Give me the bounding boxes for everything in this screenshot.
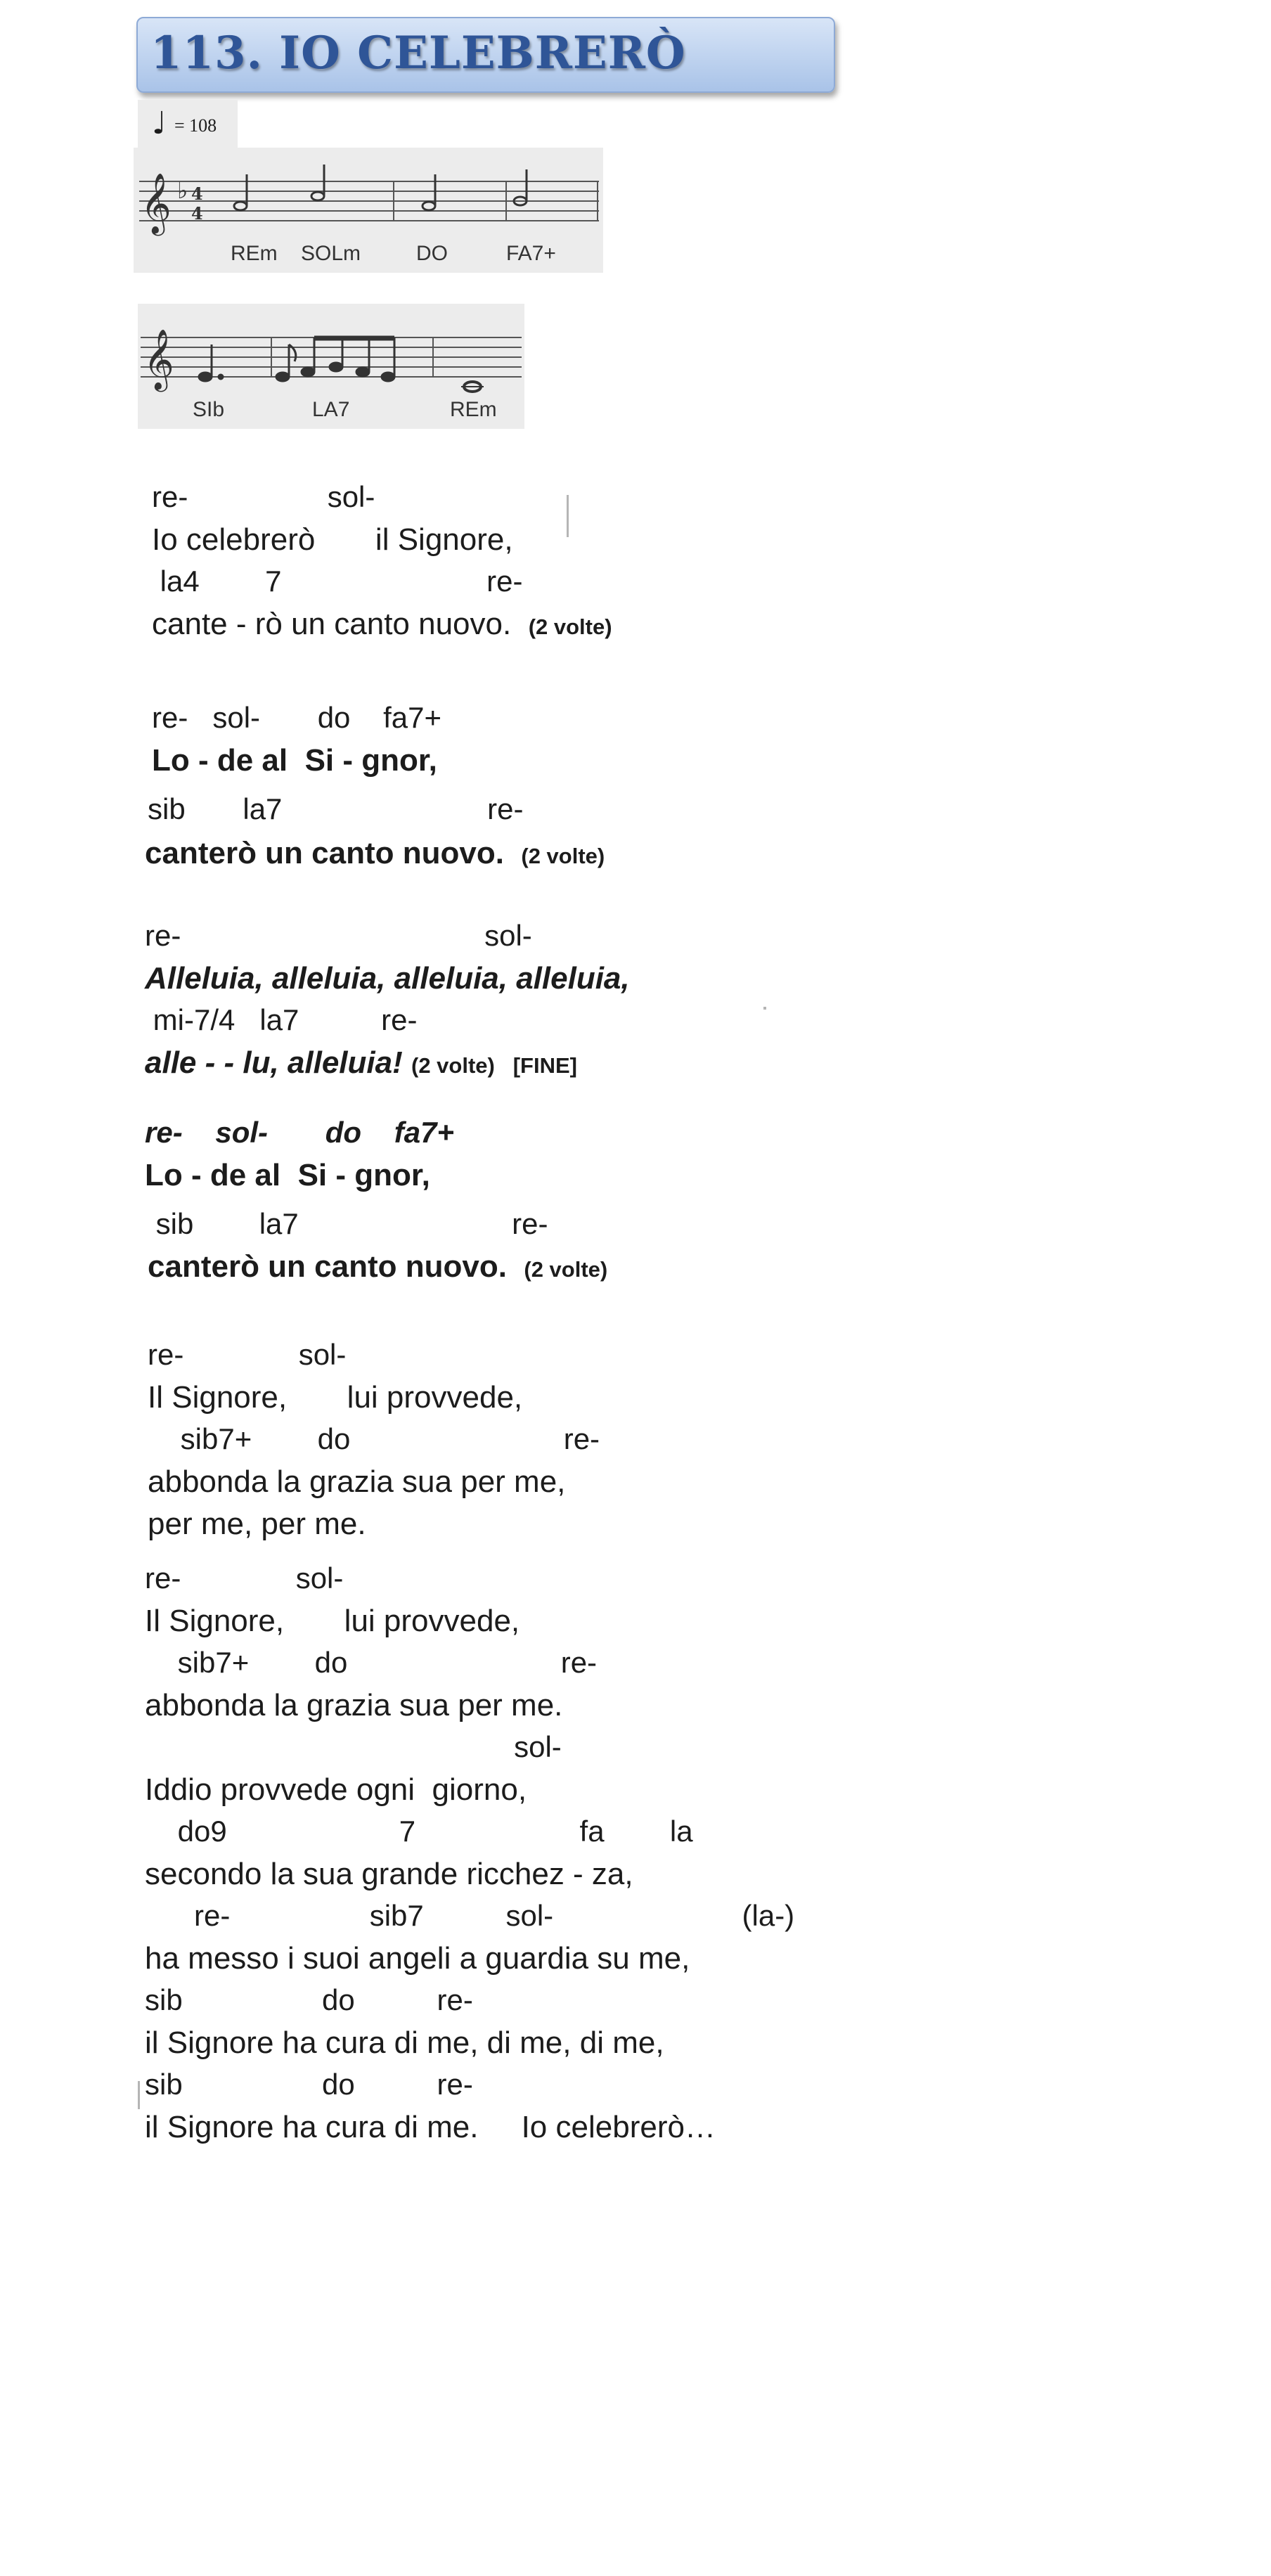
- lyric-line: abbonda la grazia sua per me.: [145, 1688, 563, 1722]
- svg-text:4: 4: [191, 183, 203, 204]
- lyric-line: secondo la sua grande ricchez - za,: [145, 1857, 633, 1891]
- lyric-line: canterò un canto nuovo. (2 volte): [145, 836, 605, 870]
- staff-chord-label: REm: [231, 242, 278, 265]
- staff-chord-label: DO: [416, 242, 448, 265]
- svg-text:𝄞: 𝄞: [141, 173, 172, 233]
- chord-line: re- sol- do fa7+: [145, 1116, 454, 1149]
- chord-line: re- sol- do fa7+: [152, 701, 442, 734]
- staff-chord-label: SOLm: [301, 242, 361, 265]
- lyric-line: cante - rò un canto nuovo. (2 volte): [152, 607, 612, 641]
- scan-dot: [763, 1007, 766, 1010]
- lyric-line: Alleluia, alleluia, alleluia, alleluia,: [145, 961, 630, 996]
- chord-line: mi-7/4 la7 re-: [145, 1003, 418, 1036]
- song-title: 113. IO CELEBRERÒ: [150, 27, 686, 79]
- chord-line: la4 7 re-: [152, 565, 523, 598]
- repeat-note: (2 volte): [521, 844, 605, 868]
- chord-line: sib la7 re-: [148, 1207, 548, 1240]
- staff-chord-label: FA7+: [506, 242, 556, 265]
- repeat-note: (2 volte): [528, 614, 612, 639]
- lyric-line: Il Signore, lui provvede,: [148, 1380, 523, 1415]
- lyric-line: ha messo i suoi angeli a guardia su me,: [145, 1941, 690, 1976]
- lyric-line: Lo - de al Si - gnor,: [152, 743, 437, 778]
- lyric-line: Il Signore, lui provvede,: [145, 1604, 520, 1638]
- title-banner: [136, 17, 835, 93]
- chord-line: sib do re-: [145, 2068, 473, 2101]
- lyric-line: per me, per me.: [148, 1507, 366, 1541]
- quarter-note-icon: ♩: [152, 105, 167, 141]
- chord-line: sol-: [145, 1730, 562, 1763]
- svg-text:𝄞: 𝄞: [143, 329, 174, 389]
- lyric-line: Io celebrerò il Signore,: [152, 522, 513, 557]
- chord-line: re- sol-: [145, 919, 532, 952]
- chord-line: sib la7 re-: [148, 792, 524, 825]
- repeat-note: (2 volte) [FINE]: [411, 1053, 577, 1078]
- scan-mark: [138, 2081, 140, 2109]
- lyric-line: abbonda la grazia sua per me,: [148, 1464, 566, 1499]
- music-staff-2: [138, 304, 524, 429]
- lyric-line: alle - - lu, alleluia! (2 volte) [FINE]: [145, 1045, 577, 1080]
- scan-mark: [567, 495, 569, 537]
- staff-chord-label: REm: [450, 398, 497, 421]
- svg-text:4: 4: [191, 203, 203, 224]
- chord-line: sib7+ do re-: [148, 1422, 600, 1455]
- chord-line: sib do re-: [145, 1983, 473, 2016]
- lyric-line: il Signore ha cura di me, di me, di me,: [145, 2026, 664, 2060]
- staff-chord-label: LA7: [312, 398, 350, 421]
- chord-line: re- sol-: [152, 480, 375, 513]
- chord-line: do9 7 fa la: [145, 1815, 693, 1848]
- chord-line: re- sol-: [145, 1561, 344, 1595]
- tempo-marking: [138, 100, 238, 148]
- chord-line: re- sol-: [148, 1338, 347, 1371]
- chord-line: re- sib7 sol- (la-): [145, 1899, 795, 1932]
- lyric-line: Lo - de al Si - gnor,: [145, 1158, 430, 1192]
- music-staff-1: [134, 148, 603, 273]
- chord-line: sib7+ do re-: [145, 1646, 598, 1679]
- lyric-line: canterò un canto nuovo. (2 volte): [148, 1249, 608, 1284]
- staff-chord-label: SIb: [193, 398, 225, 421]
- lyric-line: Iddio provvede ogni giorno,: [145, 1772, 527, 1807]
- repeat-note: (2 volte): [524, 1257, 608, 1282]
- lyric-line: il Signore ha cura di me. Io celebrerò…: [145, 2110, 716, 2144]
- tempo-value: = 108: [174, 115, 217, 136]
- svg-text:♭: ♭: [177, 177, 188, 204]
